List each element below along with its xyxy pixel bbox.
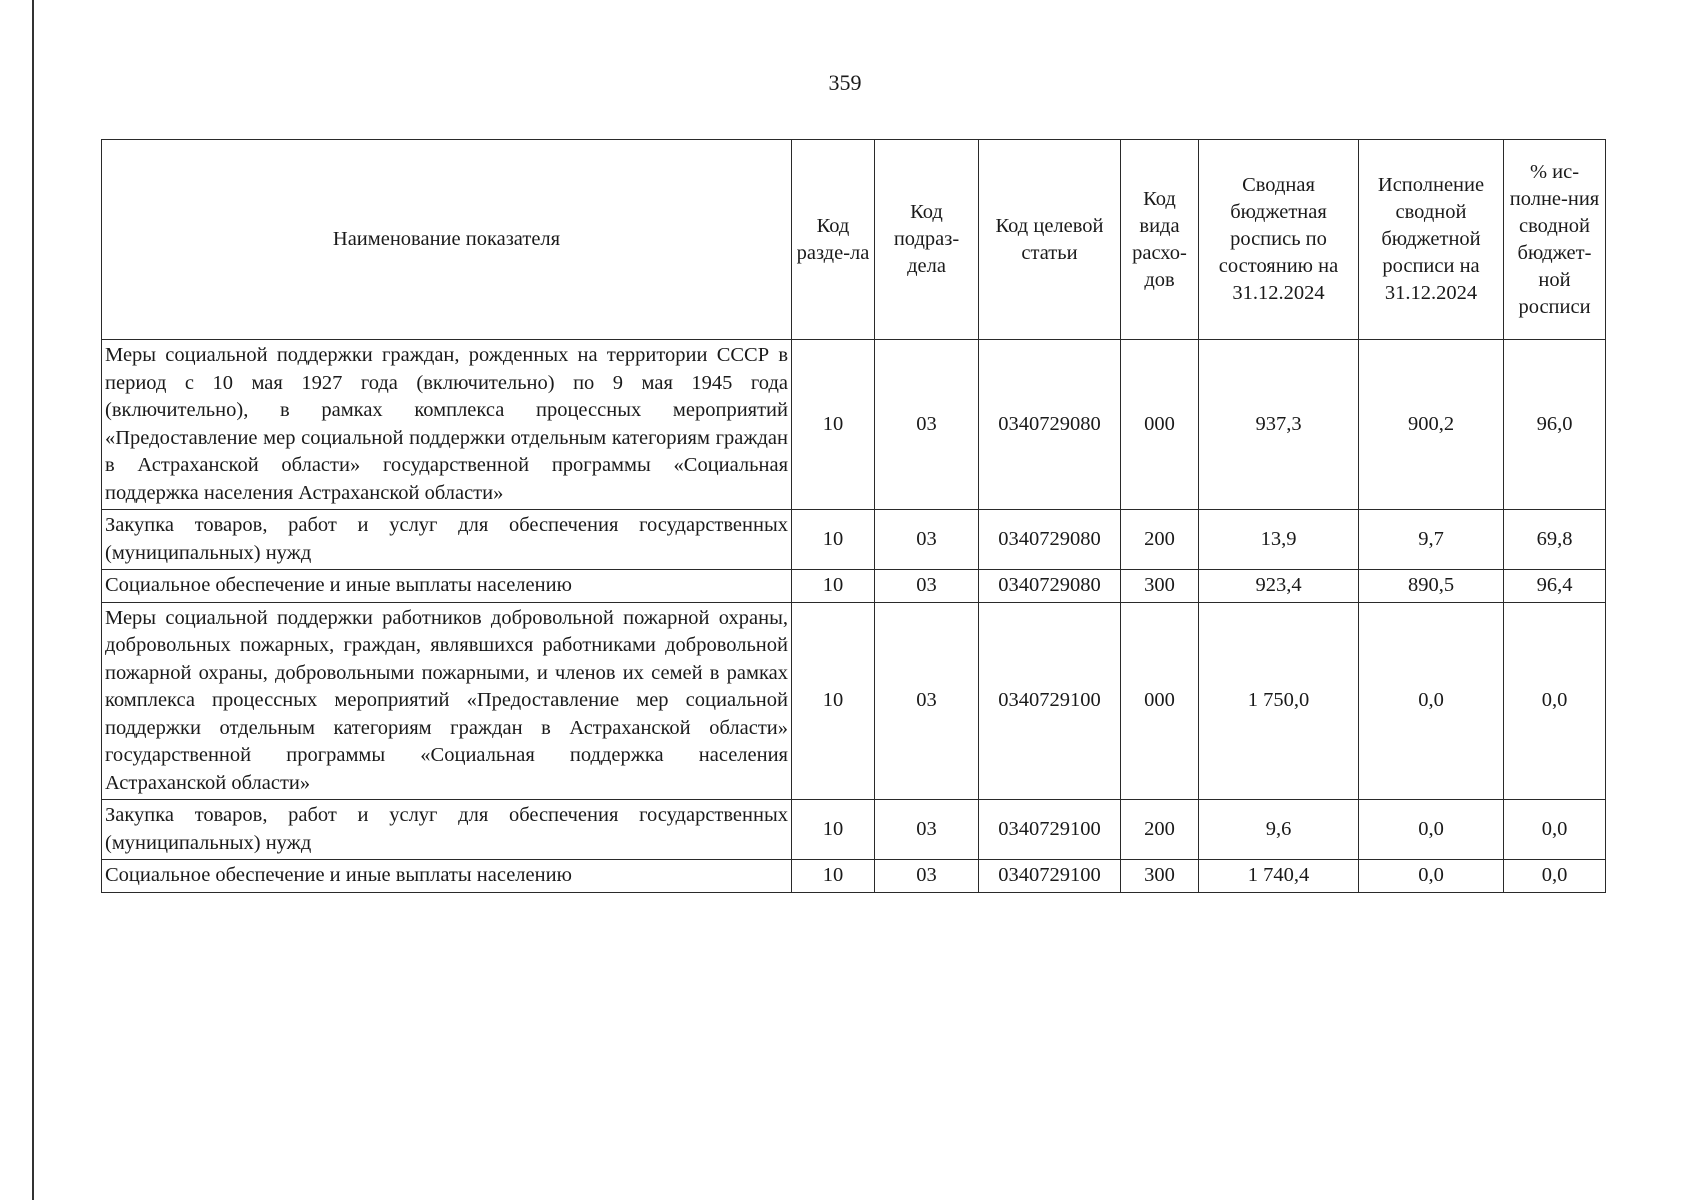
expense-type-cell: 000 xyxy=(1121,602,1199,800)
table-row xyxy=(102,570,1606,603)
target-code-cell: 0340729080 xyxy=(979,340,1121,510)
section-code-cell: 10 xyxy=(792,860,875,893)
subsection-code-cell: 03 xyxy=(875,510,979,570)
binding-margin-line xyxy=(32,0,34,1200)
page-number: 359 xyxy=(828,70,862,95)
execution-amount-cell: 0,0 xyxy=(1359,602,1504,800)
target-code-cell: 0340729100 xyxy=(979,602,1121,800)
expense-type-cell: 000 xyxy=(1121,340,1199,510)
table-row xyxy=(102,860,1606,893)
plan-amount-cell: 1 740,4 xyxy=(1199,860,1359,893)
header-indicator-name: Наименование показателя xyxy=(102,140,792,340)
header-expense-type-code: Код вида расхо-дов xyxy=(1121,140,1199,340)
execution-percent-cell: 0,0 xyxy=(1504,860,1606,893)
expense-type-cell: 300 xyxy=(1121,860,1199,893)
execution-percent-cell: 96,4 xyxy=(1504,570,1606,603)
indicator-name-cell: Закупка товаров, работ и услуг для обеспечения государственных (муниципальных) нужд xyxy=(102,510,792,570)
subsection-code-cell: 03 xyxy=(875,340,979,510)
indicator-name-cell: Закупка товаров, работ и услуг для обеспечения государственных (муниципальных) нужд xyxy=(102,800,792,860)
budget-execution-table xyxy=(101,139,1606,893)
subsection-code-cell: 03 xyxy=(875,800,979,860)
expense-type-cell: 300 xyxy=(1121,570,1199,603)
execution-amount-cell: 0,0 xyxy=(1359,860,1504,893)
section-code-cell: 10 xyxy=(792,340,875,510)
indicator-name-cell: Меры социальной поддержки работников добровольной пожарной охраны, добровольных пожарных, граждан, являвшихся работниками добровольной пожарной охраны, добровольными пожарными, и членов их семей в рамках комплекса процессных мероприятий «Предоставление мер социальной поддержки отдельным категориям граждан в Астраханской области» государственной программы «Социальная поддержка населения Астраханской области» xyxy=(102,602,792,800)
target-code-cell: 0340729100 xyxy=(979,800,1121,860)
header-execution-percent: % ис-полне-ния сводной бюджет-ной росписи xyxy=(1504,140,1606,340)
header-budget-execution: Исполнение сводной бюджетной росписи на 31.12.2024 xyxy=(1359,140,1504,340)
target-code-cell: 0340729080 xyxy=(979,510,1121,570)
plan-amount-cell: 1 750,0 xyxy=(1199,602,1359,800)
execution-percent-cell: 69,8 xyxy=(1504,510,1606,570)
table-row xyxy=(102,510,1606,570)
section-code-cell: 10 xyxy=(792,570,875,603)
section-code-cell: 10 xyxy=(792,602,875,800)
plan-amount-cell: 923,4 xyxy=(1199,570,1359,603)
execution-percent-cell: 0,0 xyxy=(1504,602,1606,800)
target-code-cell: 0340729080 xyxy=(979,570,1121,603)
header-section-code: Код разде-ла xyxy=(792,140,875,340)
plan-amount-cell: 937,3 xyxy=(1199,340,1359,510)
section-code-cell: 10 xyxy=(792,510,875,570)
expense-type-cell: 200 xyxy=(1121,800,1199,860)
indicator-name-cell: Социальное обеспечение и иные выплаты населению xyxy=(102,860,792,893)
table-row xyxy=(102,800,1606,860)
execution-amount-cell: 890,5 xyxy=(1359,570,1504,603)
table-row xyxy=(102,340,1606,510)
execution-percent-cell: 0,0 xyxy=(1504,800,1606,860)
subsection-code-cell: 03 xyxy=(875,570,979,603)
target-code-cell: 0340729100 xyxy=(979,860,1121,893)
plan-amount-cell: 13,9 xyxy=(1199,510,1359,570)
header-subsection-code: Код подраз-дела xyxy=(875,140,979,340)
table-row xyxy=(102,602,1606,800)
header-target-article-code: Код целевой статьи xyxy=(979,140,1121,340)
expense-type-cell: 200 xyxy=(1121,510,1199,570)
execution-percent-cell: 96,0 xyxy=(1504,340,1606,510)
plan-amount-cell: 9,6 xyxy=(1199,800,1359,860)
subsection-code-cell: 03 xyxy=(875,860,979,893)
subsection-code-cell: 03 xyxy=(875,602,979,800)
execution-amount-cell: 9,7 xyxy=(1359,510,1504,570)
header-budget-plan: Сводная бюджетная роспись по состоянию на 31.12.2024 xyxy=(1199,140,1359,340)
execution-amount-cell: 0,0 xyxy=(1359,800,1504,860)
indicator-name-cell: Меры социальной поддержки граждан, рожденных на территории СССР в период с 10 мая 1927 года (включительно) по 9 мая 1945 года (включительно), в рамках комплекса процессных мероприятий «Предоставление мер социальной поддержки отдельным категориям граждан в Астраханской области» государственной программы «Социальная поддержка населения Астраханской области» xyxy=(102,340,792,510)
indicator-name-cell: Социальное обеспечение и иные выплаты населению xyxy=(102,570,792,603)
section-code-cell: 10 xyxy=(792,800,875,860)
execution-amount-cell: 900,2 xyxy=(1359,340,1504,510)
table-header-row xyxy=(102,140,1606,340)
